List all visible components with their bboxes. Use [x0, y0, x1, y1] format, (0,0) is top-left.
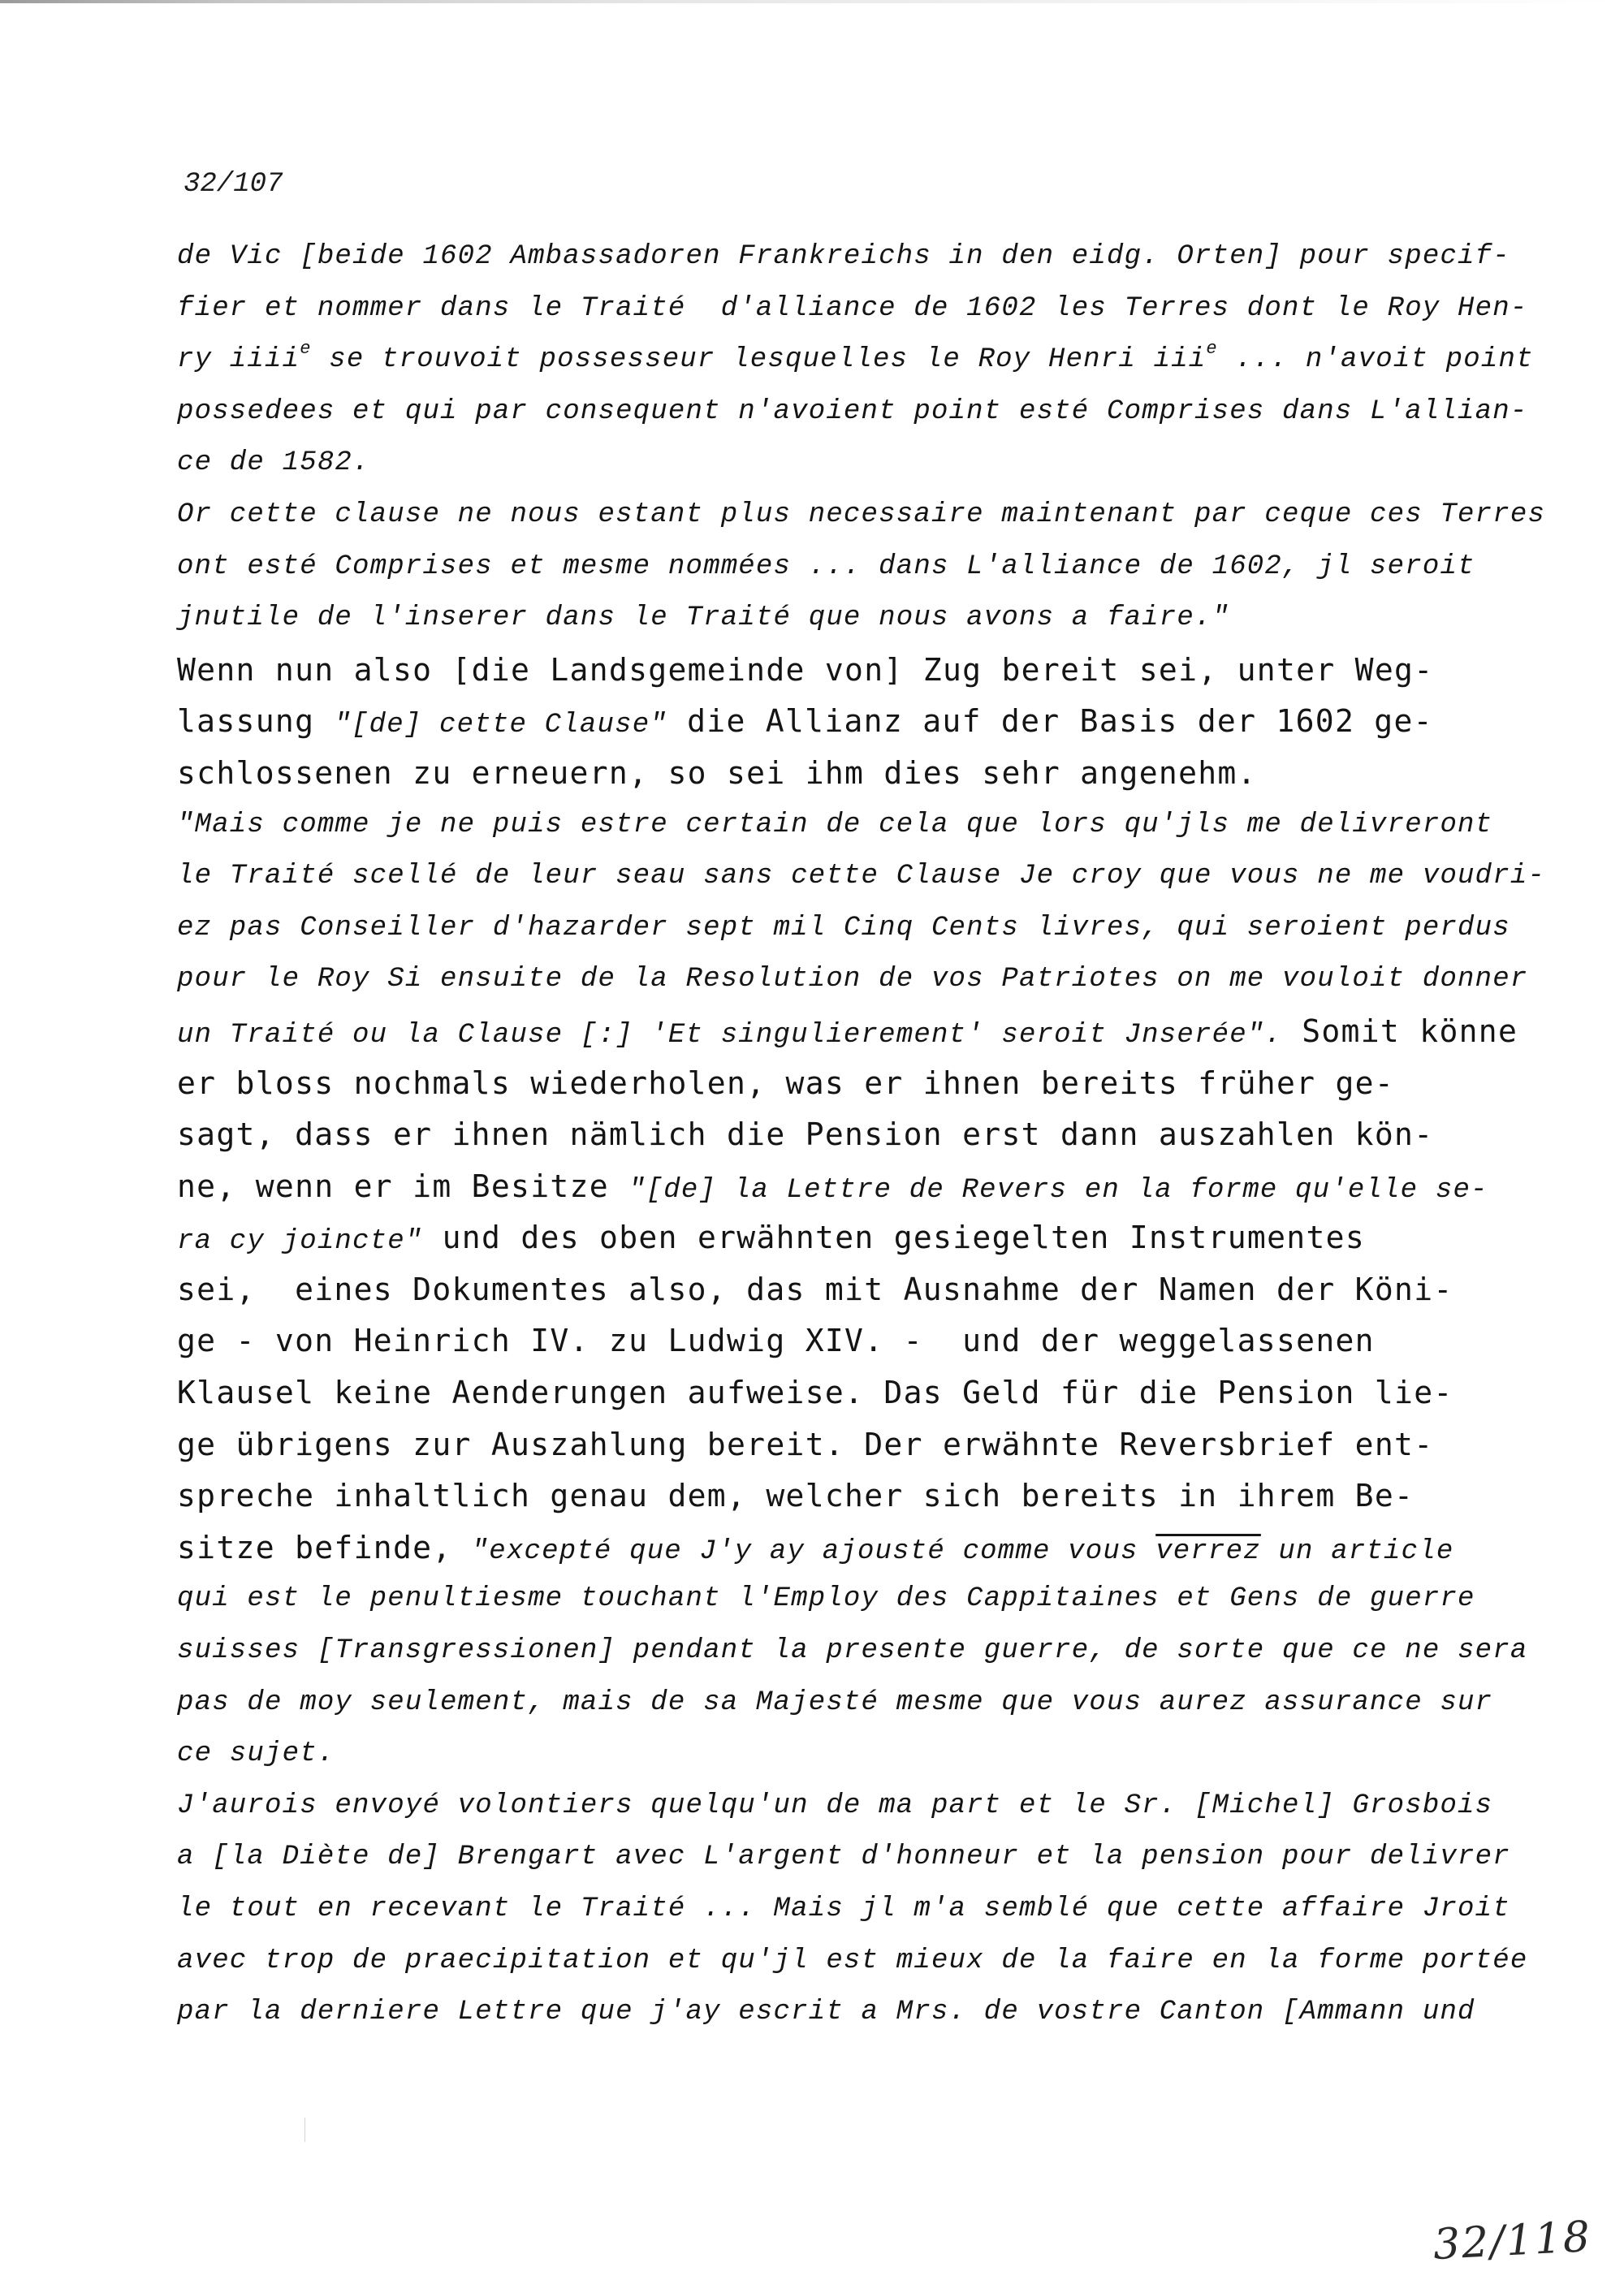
german-text: ne, wenn er im Besitze: [177, 1168, 629, 1204]
text-line: [177, 1109, 1476, 1161]
text-line: [177, 490, 1546, 542]
french-quote: ez pas Conseiller d'hazarder sept mil Cinq Cents livres, qui seroient perdus: [177, 912, 1510, 944]
text-line: [177, 386, 1528, 438]
german-text: Wenn nun also [die Landsgemeinde von] Zug bereit sei, unter Weg-: [177, 651, 1434, 688]
text-line: [177, 1006, 1518, 1058]
french-quote: qui est le penultiesme touchant l'Employ des Cappitaines et Gens de guerre: [177, 1583, 1475, 1615]
text-line: [177, 800, 1493, 852]
text-line: [177, 645, 1476, 697]
text-line: [177, 903, 1510, 955]
french-quote: fier et nommer dans le Traité d'alliance de 1602 les Terres dont le Roy Hen-: [177, 292, 1528, 324]
german-text: sagt, dass er ihnen nämlich die Pension erst dann auszahlen kön-: [177, 1116, 1434, 1153]
text-line: [177, 1315, 1476, 1367]
german-text: spreche inhaltlich genau dem, welcher sich bereits in ihrem Be-: [177, 1478, 1415, 1514]
archive-stamp: 32/118: [1432, 2212, 1593, 2270]
french-quote: a [la Diète de] Brengart avec L'argent d'honneur et la pension pour delivrer: [177, 1842, 1510, 1873]
french-quote: suisses [Transgressionen] pendant la presente guerre, de sorte que ce ne sera: [177, 1635, 1528, 1667]
german-text: sei, eines Dokumentes also, das mit Ausnahme der Namen der Köni-: [177, 1271, 1453, 1307]
french-quote: avec trop de praecipitation et qu'jl est mieux de la faire en la forme portée: [177, 1945, 1528, 1976]
french-quote: jnutile de l'inserer dans le Traité que nous avons a faire.": [177, 602, 1230, 634]
text-line: [177, 1367, 1476, 1419]
french-quote: un Traité ou la Clause [:] 'Et singulierement' seroit Jnserée".: [177, 1019, 1283, 1051]
text-line: [177, 1832, 1510, 1884]
body-text: [177, 231, 1546, 2039]
text-line: [177, 851, 1546, 903]
german-text: schlossenen zu erneuern, so sei ihm dies sehr angenehm.: [177, 754, 1257, 791]
french-quote: pas de moy seulement, mais de sa Majesté mesme que vous aurez assurance sur: [177, 1686, 1493, 1718]
german-text: er bloss nochmals wiederholen, was er ihnen bereits früher ge-: [177, 1064, 1395, 1101]
text-line: [177, 1212, 1476, 1264]
french-quote: J'aurois envoyé volontiers quelqu'un de ma part et le Sr. [Michel] Grosbois: [177, 1790, 1493, 1821]
text-line: [177, 542, 1476, 594]
text-line: [177, 231, 1510, 283]
scan-artifact-mark: [304, 2118, 305, 2142]
french-quote: "excepté que J'y ay ajousté comme vous: [471, 1535, 1156, 1567]
french-quote: ont esté Comprises et mesme nommées ... dans L'alliance de 1602, jl seroit: [177, 551, 1475, 582]
page-reference: 32/107: [184, 169, 283, 200]
french-quote: par la derniere Lettre que j'ay escrit a Mrs. de vostre Canton [Ammann und: [177, 1997, 1475, 2028]
french-quote: e: [300, 339, 312, 360]
text-line: [177, 1936, 1528, 1988]
french-quote: possedees et qui par consequent n'avoient point esté Comprises dans L'allian-: [177, 395, 1528, 427]
german-text: sitze befinde,: [177, 1529, 472, 1565]
german-text: ge - von Heinrich IV. zu Ludwig XIV. - und der weggelassenen: [177, 1323, 1375, 1359]
french-quote: de Vic [beide 1602 Ambassadoren Frankreichs in den eidg. Orten] pour specif-: [177, 241, 1510, 272]
text-line: [177, 1729, 1476, 1781]
text-line: [177, 1522, 1476, 1574]
scan-top-edge: [0, 0, 1624, 3]
text-line: [177, 1678, 1493, 1729]
text-line: [177, 1419, 1476, 1471]
french-quote: verrez: [1155, 1535, 1261, 1567]
text-line: [177, 748, 1476, 800]
text-line: [177, 1161, 1488, 1213]
french-quote: ry iiii: [177, 344, 300, 376]
german-text: Klausel keine Aenderungen aufweise. Das Geld für die Pension lie-: [177, 1375, 1453, 1411]
text-line: [177, 438, 1476, 490]
text-line: [177, 1987, 1476, 2039]
text-line: [177, 1470, 1476, 1522]
french-quote: le Traité scellé de leur seau sans cette Clause Je croy que vous ne me voudri-: [177, 861, 1546, 892]
german-text: und des oben erwähnten gesiegelten Instrumentes: [422, 1220, 1365, 1256]
french-quote: ce de 1582.: [177, 447, 370, 479]
german-text: die Allianz auf der Basis der 1602 ge-: [667, 703, 1433, 740]
text-line: [177, 335, 1534, 386]
french-quote: "Mais comme je ne puis estre certain de cela que lors qu'jls me delivreront: [177, 809, 1493, 840]
french-quote: ... n'avoit point: [1217, 344, 1534, 376]
french-quote: un article: [1260, 1535, 1454, 1567]
text-line: [177, 1781, 1493, 1833]
french-quote: se trouvoit possesseur lesquelles le Roy Henri iii: [311, 344, 1207, 376]
text-line: [177, 1884, 1510, 1936]
text-line: [177, 593, 1476, 645]
text-line: [177, 954, 1528, 1006]
french-quote: le tout en recevant le Traité ... Mais jl m'a semblé que cette affaire Jroit: [177, 1894, 1510, 1924]
text-line: [177, 1264, 1476, 1316]
french-quote: "[de] la Lettre de Revers en la forme qu'elle se-: [628, 1174, 1488, 1206]
text-line: [177, 1626, 1528, 1678]
text-line: [177, 1058, 1476, 1110]
french-quote: "[de] cette Clause": [334, 710, 667, 741]
french-quote: Or cette clause ne nous estant plus necessaire maintenant par ceque ces Terres: [177, 499, 1546, 530]
text-line: [177, 283, 1528, 335]
german-text: Somit könne: [1282, 1013, 1518, 1049]
french-quote: ra cy joincte": [177, 1226, 423, 1258]
german-text: lassung: [177, 703, 335, 740]
text-line: [177, 1574, 1476, 1626]
french-quote: e: [1206, 339, 1218, 360]
french-quote: pour le Roy Si ensuite de la Resolution de vos Patriotes on me vouloit donner: [177, 964, 1528, 995]
text-line: [177, 696, 1476, 748]
french-quote: ce sujet.: [177, 1738, 335, 1770]
german-text: ge übrigens zur Auszahlung bereit. Der erwähnte Reversbrief ent-: [177, 1426, 1434, 1462]
